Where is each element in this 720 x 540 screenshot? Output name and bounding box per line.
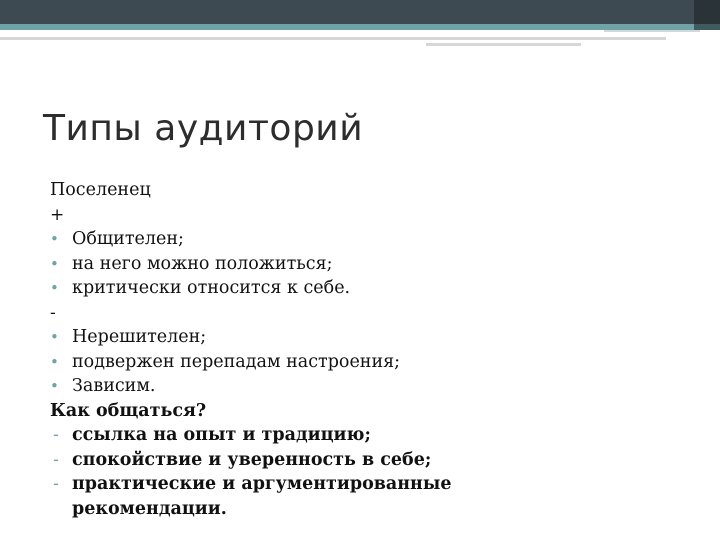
text-line bbox=[50, 301, 690, 326]
slide-body bbox=[50, 178, 690, 521]
bullet-marker: • bbox=[50, 377, 59, 395]
text-line bbox=[50, 178, 690, 203]
dash-text: практические и аргументированные bbox=[72, 474, 452, 494]
bullet-item bbox=[50, 227, 690, 252]
dash-marker: - bbox=[53, 449, 59, 470]
bullet-item bbox=[50, 252, 690, 277]
dash-item-continuation bbox=[50, 497, 690, 522]
section-heading: Как общаться? bbox=[50, 400, 207, 421]
bullet-marker: • bbox=[50, 279, 59, 297]
bullet-text: Нерешителен; bbox=[72, 327, 207, 347]
top-decor-bar bbox=[0, 0, 720, 24]
bullet-text: Общителен; bbox=[72, 229, 184, 249]
dash-text: спокойствие и уверенность в себе; bbox=[72, 449, 432, 470]
text-line bbox=[50, 203, 690, 228]
dash-item bbox=[50, 472, 690, 497]
bullet-item bbox=[50, 276, 690, 301]
dash-item bbox=[50, 423, 690, 448]
bullet-marker: • bbox=[50, 352, 59, 371]
bullet-text: Зависим. bbox=[72, 376, 156, 396]
bullet-text: подвержен перепадам настроения; bbox=[72, 351, 401, 372]
slide-title: Типы аудиторий bbox=[43, 108, 364, 149]
dash-marker: - bbox=[53, 474, 59, 494]
dash-item bbox=[50, 448, 690, 473]
minus-marker: - bbox=[50, 302, 56, 323]
dash-text: рекомендации. bbox=[72, 498, 227, 519]
decor-line bbox=[0, 37, 666, 40]
bullet-text: критически относится к себе. bbox=[72, 278, 351, 298]
section-heading-row bbox=[50, 399, 690, 424]
plus-marker: + bbox=[50, 204, 65, 225]
top-decor-corner bbox=[694, 0, 720, 24]
bullet-item bbox=[50, 374, 690, 399]
decor-line bbox=[426, 43, 581, 46]
bullet-marker: • bbox=[50, 230, 59, 248]
bullet-marker: • bbox=[50, 328, 59, 346]
line-text: Поселенец bbox=[50, 180, 151, 200]
bullet-item bbox=[50, 350, 690, 375]
dash-marker: - bbox=[53, 425, 59, 445]
bullet-marker: • bbox=[50, 254, 59, 273]
bullet-text: на него можно положиться; bbox=[72, 253, 333, 274]
dash-text: ссылка на опыт и традицию; bbox=[72, 425, 371, 445]
bullet-item bbox=[50, 325, 690, 350]
decor-line bbox=[604, 30, 700, 32]
